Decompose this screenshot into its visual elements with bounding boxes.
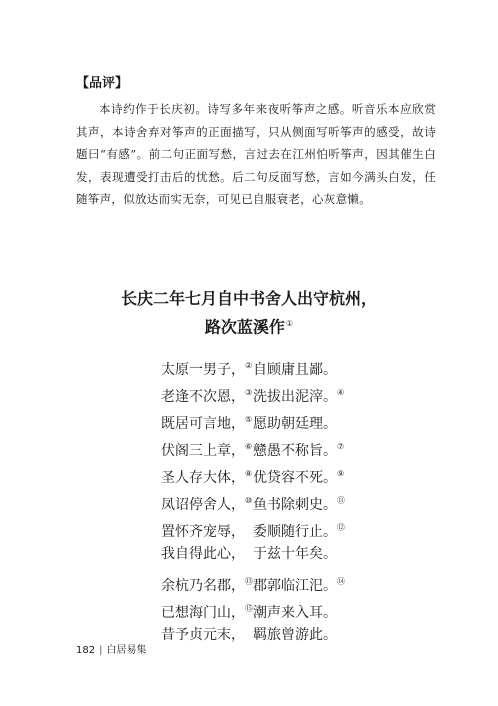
hemistich-text: 愿助朝廷理。 <box>253 415 337 432</box>
commentary-paragraph: 本诗约作于长庆初。诗写多年来夜听筝声之感。听音乐本应欣赏其声，本诗舍弃对筝声的正面描写，只从侧面写听筝声的感受，故诗题曰“有感”。前二句正面写愁，言过去在江州怕听筝声，因其催生白发，表现遭受打击后的忧愁。后二句反面写愁，言如今满头白发，任随筝声，似放达而实无奈，可见已自服衰老，心灰意懒。 <box>76 102 436 206</box>
page-footer <box>76 644 146 658</box>
footnote-marker: ⑨ <box>337 469 345 478</box>
poem-hemistich-second <box>253 622 337 649</box>
footnote-marker: ⑥ <box>245 442 253 451</box>
poem-hemistich-second <box>253 541 337 568</box>
hemistich-text: 太原一男子， <box>161 361 245 378</box>
poem-line <box>161 487 441 514</box>
hemistich-text: 老逢不次恩， <box>161 388 245 405</box>
footnote-marker: ⑧ <box>245 469 253 478</box>
poem-title-line-1: 长庆二年七月自中书舍人出守杭州， <box>120 289 377 308</box>
title-footnote-marker: ① <box>285 319 294 328</box>
hemistich-text: 已想海门山， <box>161 604 245 621</box>
hemistich-text: 自顾庸且鄙。 <box>253 361 337 378</box>
footnote-marker: ② <box>245 361 253 370</box>
poem-line <box>161 406 441 433</box>
footnote-marker: ⑪ <box>337 496 345 505</box>
poem-title-text: 路次蓝溪作 <box>204 317 285 337</box>
hemistich-text: 昔予贞元末， <box>161 627 245 643</box>
book-title: 白居易集 <box>106 645 147 656</box>
hemistich-text: 洗拔出泥滓。 <box>253 388 337 405</box>
hemistich-text: 圣人存大体， <box>161 469 245 486</box>
footnote-marker: ⑫ <box>337 523 345 532</box>
hemistich-text: 优贷容不死。 <box>253 469 337 486</box>
poem-hemistich-first <box>161 622 253 649</box>
footnote-marker: ⑦ <box>337 442 345 451</box>
poem-title <box>0 286 498 339</box>
poem-body <box>161 352 441 649</box>
hemistich-text: 伏阁三上章， <box>161 442 245 459</box>
hemistich-text: 潮声来入耳。 <box>253 604 337 621</box>
page-number: 182 <box>76 645 96 656</box>
poem-line <box>161 379 441 406</box>
hemistich-text: 余杭乃名郡， <box>161 577 245 594</box>
poem-line <box>161 541 441 568</box>
hemistich-text: 于兹十年矣。 <box>253 546 337 562</box>
poem-line <box>161 568 441 595</box>
poem-line <box>161 622 441 649</box>
footnote-marker: ③ <box>245 388 253 397</box>
footnote-marker: ⑩ <box>245 496 253 505</box>
poem-line <box>161 352 441 379</box>
commentary-heading: 【品评】 <box>76 76 129 91</box>
commentary-section <box>76 74 436 211</box>
poem-line <box>161 514 441 541</box>
poem-title-line-2 <box>0 311 498 339</box>
hemistich-text: 置怀齐宠辱， <box>161 523 245 540</box>
footer-separator: | <box>99 645 103 656</box>
poem-line <box>161 595 441 622</box>
footnote-marker: ⑤ <box>245 415 253 424</box>
hemistich-text: 郡郭临江汜。 <box>253 577 337 594</box>
hemistich-text: 我自得此心， <box>161 546 245 562</box>
hemistich-text: 凤诏停舍人， <box>161 496 245 513</box>
footnote-marker: ④ <box>337 388 345 397</box>
hemistich-text: 鱼书除刺史。 <box>253 496 337 513</box>
footnote-marker: ⑬ <box>245 577 253 586</box>
hemistich-text: 羁旅曾游此。 <box>253 627 337 643</box>
footnote-marker: ⑮ <box>245 604 253 613</box>
hemistich-text: 既居可言地， <box>161 415 245 432</box>
poem-line <box>161 433 441 460</box>
hemistich-text: 委顺随行止。 <box>253 523 337 540</box>
poem-line <box>161 460 441 487</box>
footnote-marker: ⑭ <box>337 577 345 586</box>
poem-hemistich-first <box>161 541 253 568</box>
hemistich-text: 戆愚不称旨。 <box>253 442 337 459</box>
